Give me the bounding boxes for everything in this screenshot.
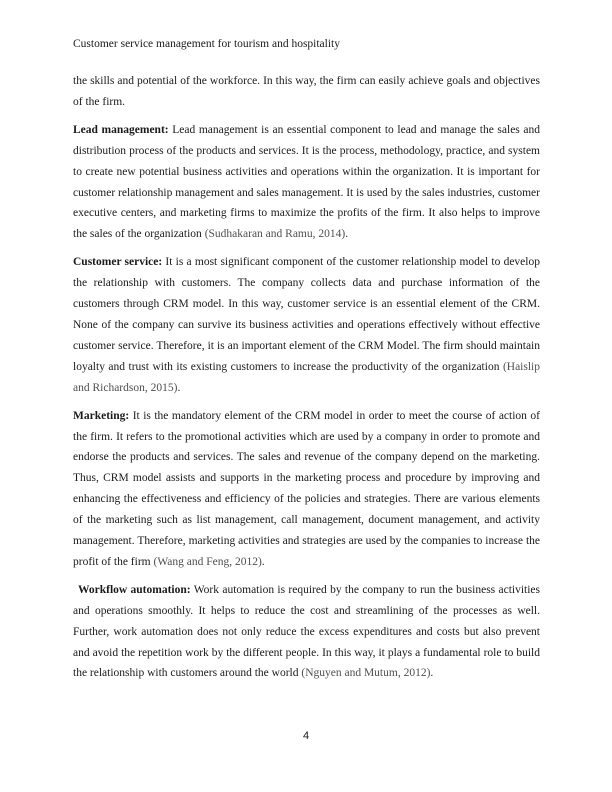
page-number: 4 bbox=[302, 730, 310, 742]
citation: (Nguyen and Mutum, 2012) bbox=[301, 667, 431, 680]
paragraph-text: the skills and potential of the workforce. In this way, the firm can easily achieve goals and objectives of the firm. bbox=[73, 75, 540, 108]
paragraph-workflow-automation bbox=[73, 580, 540, 685]
paragraph-tail: . bbox=[261, 555, 265, 568]
paragraph-continuation bbox=[73, 71, 540, 113]
citation: (Sudhakaran and Ramu, 2014) bbox=[204, 228, 346, 241]
paragraph-heading: Lead management: bbox=[73, 123, 169, 136]
running-header: Customer service management for tourism and hospitality bbox=[73, 38, 340, 50]
paragraph-text: It is a most significant component of the customer relationship model to develop the relationship with customers. The company collects data and purchase information of the customers through CRM model. In this way, customer service is an essential element of the CRM. None of the company can survive its business activities and operations effectively without effective customer service. Therefore, it is an important element of the CRM Model. The firm should maintain loyalty and trust with its existing customers to increase the productivity of the organization bbox=[73, 256, 540, 373]
paragraph-tail: . bbox=[430, 667, 434, 680]
document-body bbox=[73, 71, 540, 691]
paragraph-text: Lead management is an essential component to lead and manage the sales and distribution process of the products and services. It is the process, methodology, practice, and system to create new potential business activities and operations within the organization. It is important for customer relationship management and sales management. It is used by the sales industries, customer executive centers, and marketing firms to maximize the profits of the firm. It also helps to improve the sales of the organization bbox=[73, 123, 540, 241]
paragraph-heading: Workflow automation: bbox=[78, 583, 191, 596]
paragraph-lead-management bbox=[73, 120, 540, 245]
paragraph-heading: Marketing: bbox=[73, 409, 130, 422]
paragraph-marketing bbox=[73, 406, 540, 573]
paragraph-text: Work automation is required by the company to run the business activities and operations smoothly. It helps to reduce the cost and streamlining of the processes as well. Further, work automation does not only reduce the excess expenditures and costs but also prevent and avoid the repetition work by the different people. In this way, it plays a fundamental role to build the relationship with customers around the world bbox=[73, 583, 540, 680]
paragraph-tail: . bbox=[177, 381, 181, 394]
paragraph-text: It is the mandatory element of the CRM model in order to meet the course of action of the firm. It refers to the promotional activities which are used by a company in order to promote and endorse the products and services. The sales and revenue of the company depend on the marketing. Thus, CRM model assists and supports in the marketing process and procedure by improving and enhancing the effectiveness and efficiency of the policies and strategies. There are various elements of the marketing such as list management, call management, document management, and activity management. Therefore, marketing activities and strategies are used by the companies to increase the profit of the firm bbox=[73, 409, 540, 568]
paragraph-tail: . bbox=[345, 228, 349, 241]
paragraph-heading: Customer service: bbox=[73, 256, 163, 269]
citation: (Wang and Feng, 2012) bbox=[153, 555, 262, 568]
citation: (Haislip and Richardson, 2015) bbox=[73, 360, 540, 394]
paragraph-customer-service bbox=[73, 252, 540, 398]
